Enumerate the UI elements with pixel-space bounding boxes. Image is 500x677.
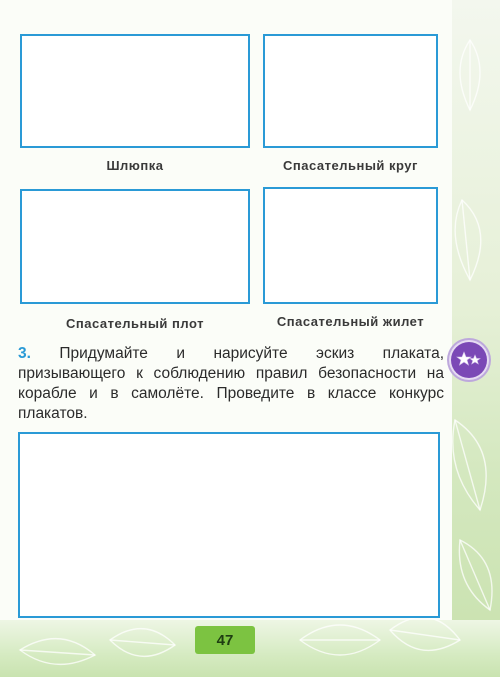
stars-icon bbox=[451, 342, 487, 378]
drawing-frame-poster[interactable] bbox=[18, 432, 440, 618]
task-text bbox=[18, 344, 444, 424]
stars-glyph bbox=[456, 350, 482, 370]
drawing-frame-raft[interactable] bbox=[20, 189, 250, 304]
caption-raft: Спасательный плот bbox=[66, 316, 204, 331]
side-decoration bbox=[452, 0, 500, 677]
caption-boat: Шлюпка bbox=[106, 158, 164, 173]
caption-lifebuoy: Спасательный круг bbox=[283, 158, 418, 173]
drawing-frame-boat[interactable] bbox=[20, 34, 250, 148]
page-number bbox=[195, 626, 255, 654]
drawing-frame-vest[interactable] bbox=[263, 187, 438, 304]
task-body: Придумайте и нарисуйте эскиз плаката, призывающего к соблюдению правил безопасности на корабле и в самолёте. Проведите в классе конкурс плакатов. bbox=[18, 345, 444, 422]
caption-vest: Спасательный жилет bbox=[276, 314, 425, 329]
drawing-frame-lifebuoy[interactable] bbox=[263, 34, 438, 148]
task-number: 3. bbox=[18, 345, 31, 362]
page-number-label: 47 bbox=[216, 631, 234, 649]
